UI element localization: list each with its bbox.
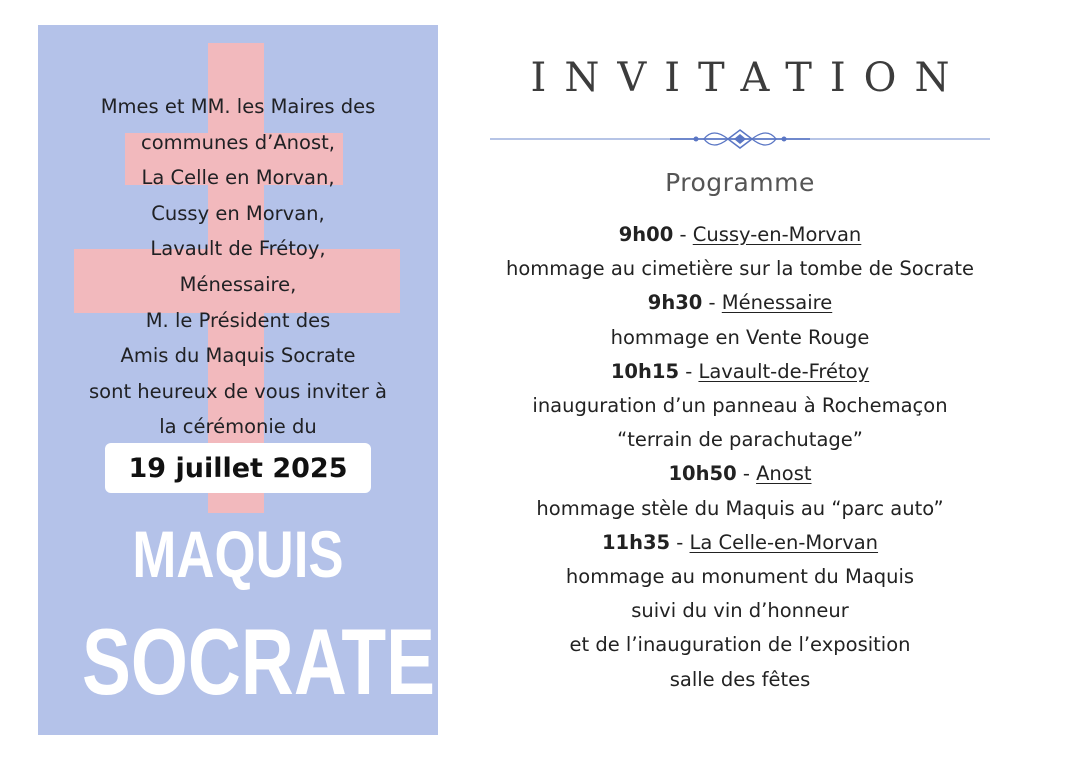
schedule-time: 10h15 <box>610 359 680 383</box>
schedule-detail: suivi du vin d’honneur <box>631 599 849 623</box>
schedule-place: Cussy-en-Morvan <box>692 223 862 246</box>
schedule-detail: hommage au monument du Maquis <box>565 565 915 589</box>
ceremony-date: 19 juillet 2025 <box>105 443 371 493</box>
schedule <box>440 218 1040 697</box>
schedule-detail: “terrain de parachutage” <box>617 428 863 452</box>
schedule-time: 10h50 <box>668 462 737 486</box>
schedule-detail: et de l’inauguration de l’exposition <box>569 633 911 657</box>
invitation-heading: INVITATION <box>530 55 968 101</box>
schedule-place: Ménessaire <box>721 291 833 315</box>
intro-line: sont heureux de vous inviter à <box>89 379 387 403</box>
schedule-time: 11h35 <box>601 530 671 554</box>
intro-line: communes d’Anost, <box>141 130 335 154</box>
title-maquis: MAQUIS <box>132 517 344 591</box>
invitation-card <box>38 25 438 735</box>
schedule-place: Anost <box>756 462 812 486</box>
intro-line: Ménessaire, <box>179 272 297 296</box>
schedule-detail: salle des fêtes <box>669 667 811 691</box>
schedule-entry-header: 10h15 - Lavault-de-Frétoy <box>610 359 870 383</box>
intro-line: M. le Président des <box>145 308 331 332</box>
schedule-detail: inauguration d’un panneau à Rochemaçon <box>532 394 948 418</box>
schedule-detail: hommage stèle du Maquis au “parc auto” <box>536 496 944 520</box>
schedule-entry-header: 10h50 - Anost <box>668 462 812 486</box>
intro-text <box>38 89 438 445</box>
decorative-divider-icon <box>490 127 990 151</box>
schedule-entry-header: 11h35 - La Celle-en-Morvan <box>601 530 879 554</box>
intro-line: Mmes et MM. les Maires des <box>100 95 376 118</box>
intro-line: La Celle en Morvan, <box>141 166 335 190</box>
programme-heading: Programme <box>665 168 815 197</box>
schedule-time: 9h00 <box>618 223 674 246</box>
intro-line: la cérémonie du <box>159 415 317 439</box>
schedule-detail: hommage en Vente Rouge <box>610 325 870 349</box>
schedule-entry-header: 9h30 - Ménessaire <box>647 291 833 315</box>
schedule-place: Lavault-de-Frétoy <box>698 359 870 383</box>
schedule-time: 9h30 <box>647 291 703 315</box>
schedule-detail: hommage au cimetière sur la tombe de Socrate <box>506 257 974 281</box>
title-socrate: SOCRATE <box>82 609 436 714</box>
intro-line: Cussy en Morvan, <box>151 201 325 225</box>
schedule-entry-header: 9h00 - Cussy-en-Morvan <box>618 223 862 246</box>
intro-line: Lavault de Frétoy, <box>150 237 326 261</box>
schedule-place: La Celle-en-Morvan <box>689 530 879 554</box>
intro-line: Amis du Maquis Socrate <box>120 344 356 368</box>
